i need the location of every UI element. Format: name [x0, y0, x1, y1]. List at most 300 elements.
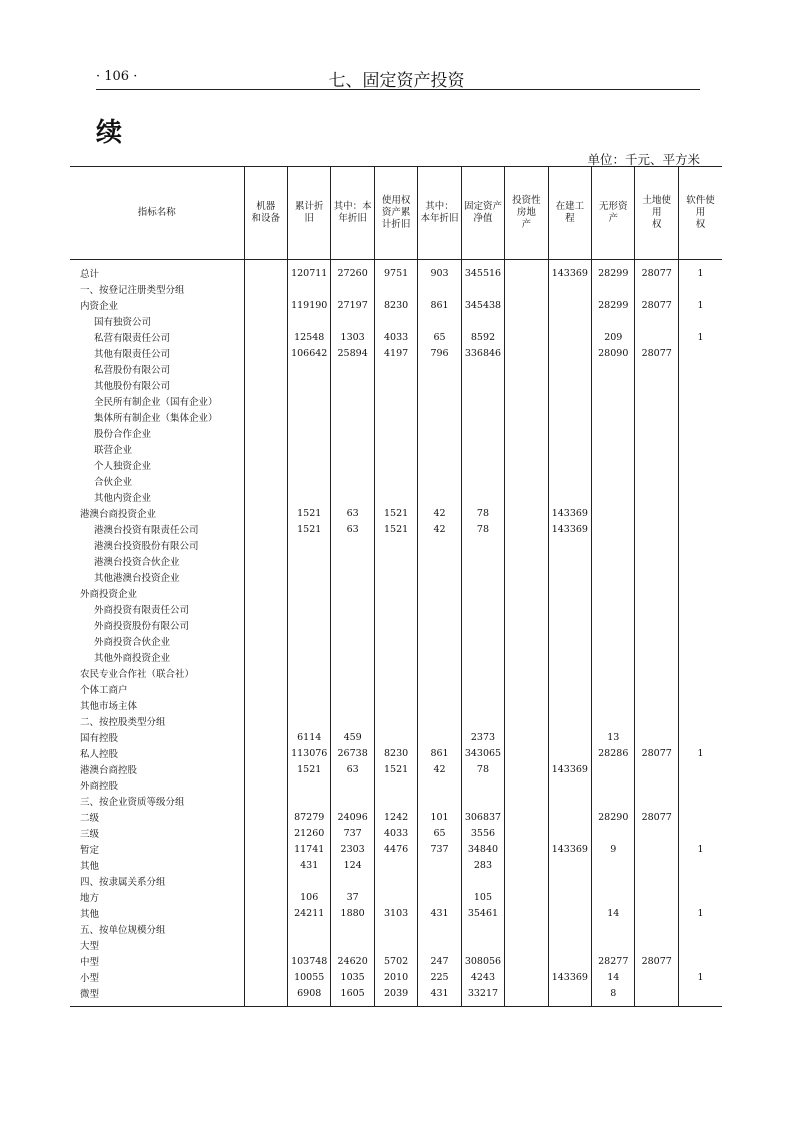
table-cell — [548, 553, 591, 569]
table-cell — [287, 537, 330, 553]
table-cell: 78 — [461, 521, 504, 537]
table-cell: 28077 — [635, 809, 678, 825]
table-cell — [244, 873, 287, 889]
table-cell — [287, 921, 330, 937]
table-cell: 4033 — [374, 825, 417, 841]
table-cell — [374, 937, 417, 953]
table-cell — [461, 553, 504, 569]
table-cell — [374, 601, 417, 617]
table-cell: 1605 — [331, 985, 374, 1001]
table-row — [70, 345, 722, 361]
table-cell: 143369 — [548, 265, 591, 281]
table-cell — [418, 617, 461, 633]
table-cell — [592, 473, 635, 489]
table-cell — [287, 457, 330, 473]
table-cell: 24211 — [287, 905, 330, 921]
table-cell — [287, 441, 330, 457]
table-cell — [678, 713, 722, 729]
table-cell: 2303 — [331, 841, 374, 857]
table-cell — [244, 633, 287, 649]
table-cell — [505, 569, 548, 585]
table-row — [70, 521, 722, 537]
table-cell — [635, 409, 678, 425]
table-cell: 11741 — [287, 841, 330, 857]
table-cell — [287, 777, 330, 793]
table-cell — [374, 697, 417, 713]
table-row — [70, 953, 722, 969]
table-cell: 28077 — [635, 745, 678, 761]
table-cell — [244, 297, 287, 313]
table-cell — [244, 409, 287, 425]
table-cell — [505, 489, 548, 505]
table-cell — [505, 905, 548, 921]
table-cell — [678, 633, 722, 649]
table-cell — [244, 809, 287, 825]
table-cell — [331, 921, 374, 937]
table-cell: 308056 — [461, 953, 504, 969]
table-cell — [548, 745, 591, 761]
table-cell — [461, 537, 504, 553]
table-cell: 1521 — [287, 505, 330, 521]
table-cell — [244, 713, 287, 729]
table-row — [70, 553, 722, 569]
table-cell — [331, 617, 374, 633]
table-cell — [374, 665, 417, 681]
table-cell: 1242 — [374, 809, 417, 825]
table-cell — [548, 777, 591, 793]
table-cell — [374, 569, 417, 585]
table-cell — [548, 697, 591, 713]
table-cell — [592, 649, 635, 665]
table-cell — [244, 585, 287, 601]
table-cell — [244, 697, 287, 713]
table-cell — [418, 857, 461, 873]
table-cell — [505, 345, 548, 361]
table-cell — [374, 729, 417, 745]
table-cell: 124 — [331, 857, 374, 873]
row-label: 其他港澳台投资企业 — [94, 573, 180, 584]
row-label: 个人独资企业 — [94, 461, 152, 472]
table-cell — [244, 889, 287, 905]
table-cell: 1 — [678, 265, 722, 281]
table-cell — [505, 297, 548, 313]
table-cell — [635, 313, 678, 329]
table-row — [70, 633, 722, 649]
table-cell: 431 — [418, 985, 461, 1001]
table-row — [70, 985, 722, 1001]
table-cell: 1521 — [287, 521, 330, 537]
table-cell — [635, 665, 678, 681]
table-cell — [461, 569, 504, 585]
table-cell — [374, 425, 417, 441]
table-cell: 28299 — [592, 265, 635, 281]
table-cell — [331, 793, 374, 809]
table-cell: 28077 — [635, 297, 678, 313]
table-cell: 28077 — [635, 345, 678, 361]
table-cell — [505, 937, 548, 953]
table-cell — [244, 553, 287, 569]
table-cell — [418, 649, 461, 665]
row-label: 一、按登记注册类型分组 — [80, 285, 185, 296]
table-cell: 33217 — [461, 985, 504, 1001]
table-row — [70, 921, 722, 937]
table-cell — [461, 665, 504, 681]
row-label: 国有控股 — [80, 733, 119, 744]
table-cell — [505, 441, 548, 457]
table-cell — [678, 441, 722, 457]
table-cell — [461, 425, 504, 441]
table-cell — [678, 985, 722, 1001]
table-cell — [418, 409, 461, 425]
row-label: 暂定 — [80, 845, 100, 856]
column-header: 土地使 用 权 — [635, 167, 678, 260]
table-cell — [635, 649, 678, 665]
table-cell: 3556 — [461, 825, 504, 841]
table-cell: 37 — [331, 889, 374, 905]
table-row — [70, 329, 722, 345]
table-cell: 9 — [592, 841, 635, 857]
table-cell — [331, 601, 374, 617]
table-cell — [635, 441, 678, 457]
table-cell: 796 — [418, 345, 461, 361]
table-cell — [461, 793, 504, 809]
table-cell — [592, 537, 635, 553]
table-cell — [244, 265, 287, 281]
table-cell — [635, 601, 678, 617]
table-cell — [418, 729, 461, 745]
table-cell — [548, 889, 591, 905]
table-cell: 8 — [592, 985, 635, 1001]
row-label: 股份合作企业 — [94, 429, 152, 440]
table-cell — [548, 297, 591, 313]
table-cell — [678, 697, 722, 713]
table-cell — [505, 585, 548, 601]
table-cell — [505, 873, 548, 889]
table-cell: 1 — [678, 841, 722, 857]
column-header: 其中： 本年折旧 — [418, 167, 461, 260]
table-cell — [635, 281, 678, 297]
table-cell — [505, 553, 548, 569]
table-cell — [461, 377, 504, 393]
table-cell — [592, 665, 635, 681]
table-cell — [548, 489, 591, 505]
table-cell — [505, 841, 548, 857]
table-cell: 24096 — [331, 809, 374, 825]
table-cell: 1 — [678, 297, 722, 313]
table-cell — [461, 601, 504, 617]
table-cell — [635, 521, 678, 537]
table-cell — [461, 361, 504, 377]
table-cell — [461, 713, 504, 729]
table-cell — [548, 665, 591, 681]
table-cell — [592, 313, 635, 329]
table-cell — [548, 281, 591, 297]
table-row — [70, 857, 722, 873]
table-cell: 63 — [331, 521, 374, 537]
table-cell — [418, 681, 461, 697]
table-cell — [418, 585, 461, 601]
table-cell — [635, 457, 678, 473]
table-row — [70, 889, 722, 905]
table-cell: 1 — [678, 329, 722, 345]
table-cell: 42 — [418, 761, 461, 777]
table-cell — [287, 937, 330, 953]
table-cell: 28090 — [592, 345, 635, 361]
table-cell — [287, 393, 330, 409]
table-cell — [635, 969, 678, 985]
table-cell — [592, 793, 635, 809]
row-label: 港澳台商投资企业 — [80, 509, 157, 520]
table-cell — [287, 665, 330, 681]
table-cell — [331, 361, 374, 377]
table-cell — [505, 281, 548, 297]
table-cell — [592, 697, 635, 713]
table-cell — [287, 361, 330, 377]
table-body — [70, 260, 722, 1007]
table-cell — [461, 633, 504, 649]
table-cell — [418, 489, 461, 505]
table-cell: 27197 — [331, 297, 374, 313]
table-cell — [461, 873, 504, 889]
column-header: 在建工 程 — [548, 167, 591, 260]
table-cell — [678, 505, 722, 521]
table-cell: 1035 — [331, 969, 374, 985]
table-cell: 1521 — [374, 521, 417, 537]
page-number: · 106 · — [96, 69, 138, 84]
table-cell: 143369 — [548, 841, 591, 857]
table-cell: 345516 — [461, 265, 504, 281]
row-label: 四、按隶属关系分组 — [80, 877, 166, 888]
row-label: 国有独资公司 — [94, 317, 152, 328]
table-cell — [678, 761, 722, 777]
table-cell: 336846 — [461, 345, 504, 361]
table-cell — [505, 649, 548, 665]
table-cell — [548, 393, 591, 409]
table-cell — [331, 569, 374, 585]
table-cell: 65 — [418, 329, 461, 345]
table-cell — [287, 569, 330, 585]
table-cell: 2010 — [374, 969, 417, 985]
table-cell: 10055 — [287, 969, 330, 985]
table-cell — [548, 937, 591, 953]
table-cell: 42 — [418, 521, 461, 537]
row-label: 个体工商户 — [80, 685, 128, 696]
table-row — [70, 441, 722, 457]
table-cell — [418, 921, 461, 937]
table-cell — [635, 761, 678, 777]
table-cell — [678, 313, 722, 329]
table-cell — [244, 825, 287, 841]
table-cell — [331, 777, 374, 793]
table-cell — [548, 809, 591, 825]
table-cell: 34840 — [461, 841, 504, 857]
table-cell — [244, 761, 287, 777]
table-cell — [244, 985, 287, 1001]
data-table — [70, 166, 722, 1007]
table-cell: 209 — [592, 329, 635, 345]
table-cell — [418, 633, 461, 649]
table-cell: 14 — [592, 905, 635, 921]
row-label: 其他 — [80, 909, 100, 920]
row-label: 内资企业 — [80, 301, 119, 312]
table-row — [70, 489, 722, 505]
table-cell — [548, 377, 591, 393]
table-cell: 28299 — [592, 297, 635, 313]
table-cell — [287, 489, 330, 505]
table-cell: 28286 — [592, 745, 635, 761]
table-cell — [287, 697, 330, 713]
row-label: 农民专业合作社（联合社） — [80, 669, 195, 680]
table-cell — [374, 409, 417, 425]
table-cell — [635, 425, 678, 441]
table-cell — [287, 473, 330, 489]
table-cell — [418, 281, 461, 297]
table-cell — [635, 889, 678, 905]
table-cell — [635, 777, 678, 793]
table-cell — [548, 601, 591, 617]
table-cell: 1521 — [287, 761, 330, 777]
table-row — [70, 425, 722, 441]
table-cell — [678, 809, 722, 825]
table-cell — [678, 457, 722, 473]
row-label: 三级 — [80, 829, 100, 840]
table-cell — [505, 457, 548, 473]
table-cell: 1 — [678, 745, 722, 761]
table-cell — [374, 393, 417, 409]
table-cell — [635, 633, 678, 649]
column-header: 投资性 房地 产 — [505, 167, 548, 260]
table-cell: 106 — [287, 889, 330, 905]
table-cell — [374, 777, 417, 793]
table-cell — [331, 553, 374, 569]
table-cell — [244, 665, 287, 681]
row-label: 其他市场主体 — [80, 701, 138, 712]
table-cell — [635, 697, 678, 713]
table-cell — [678, 393, 722, 409]
table-row — [70, 617, 722, 633]
unit-label: 单位：千元、平方米 — [587, 152, 700, 167]
row-label: 集体所有制企业（集体企业） — [94, 413, 218, 424]
table-cell — [505, 409, 548, 425]
row-label: 其他股份有限公司 — [94, 381, 171, 392]
table-cell — [374, 441, 417, 457]
table-cell: 737 — [331, 825, 374, 841]
table-row — [70, 761, 722, 777]
table-cell — [418, 937, 461, 953]
table-row — [70, 745, 722, 761]
table-cell — [505, 633, 548, 649]
table-cell — [635, 729, 678, 745]
table-cell — [418, 313, 461, 329]
table-cell: 143369 — [548, 521, 591, 537]
row-label: 港澳台商控股 — [80, 765, 138, 776]
table-cell — [635, 537, 678, 553]
table-cell — [331, 425, 374, 441]
table-cell — [678, 377, 722, 393]
table-cell — [287, 281, 330, 297]
table-row — [70, 393, 722, 409]
table-cell — [244, 313, 287, 329]
table-cell — [678, 409, 722, 425]
table-cell — [418, 793, 461, 809]
table-cell — [461, 313, 504, 329]
table-cell — [592, 777, 635, 793]
table-cell — [548, 569, 591, 585]
table-cell — [548, 953, 591, 969]
table-cell — [505, 921, 548, 937]
table-cell — [678, 361, 722, 377]
table-cell — [592, 425, 635, 441]
table-cell — [331, 281, 374, 297]
row-label: 小型 — [80, 973, 100, 984]
table-cell — [244, 921, 287, 937]
table-cell — [505, 729, 548, 745]
table-cell — [374, 377, 417, 393]
table-cell — [331, 633, 374, 649]
table-cell — [244, 489, 287, 505]
table-cell — [635, 873, 678, 889]
table-cell — [505, 377, 548, 393]
table-cell: 6908 — [287, 985, 330, 1001]
table-cell — [505, 857, 548, 873]
table-cell: 861 — [418, 297, 461, 313]
table-cell: 119190 — [287, 297, 330, 313]
table-cell: 431 — [287, 857, 330, 873]
table-cell: 247 — [418, 953, 461, 969]
table-cell — [635, 713, 678, 729]
table-cell — [678, 729, 722, 745]
table-cell — [548, 313, 591, 329]
table-cell — [331, 665, 374, 681]
table-cell — [548, 985, 591, 1001]
table-cell: 26738 — [331, 745, 374, 761]
table-cell: 8592 — [461, 329, 504, 345]
table-cell: 1521 — [374, 505, 417, 521]
table-cell — [374, 361, 417, 377]
table-cell: 225 — [418, 969, 461, 985]
table-cell — [287, 553, 330, 569]
table-cell — [635, 857, 678, 873]
table-cell — [592, 361, 635, 377]
table-cell — [635, 489, 678, 505]
table-cell — [548, 473, 591, 489]
table-cell — [678, 889, 722, 905]
table-row — [70, 505, 722, 521]
table-cell — [374, 585, 417, 601]
table-cell — [244, 345, 287, 361]
table-cell — [461, 489, 504, 505]
table-cell — [331, 441, 374, 457]
table-cell — [592, 857, 635, 873]
table-cell — [548, 329, 591, 345]
table-cell: 737 — [418, 841, 461, 857]
table-cell: 12548 — [287, 329, 330, 345]
table-cell — [244, 361, 287, 377]
table-cell — [287, 713, 330, 729]
table-cell — [461, 473, 504, 489]
table-cell — [287, 793, 330, 809]
table-cell — [331, 649, 374, 665]
table-cell — [461, 409, 504, 425]
table-cell — [374, 489, 417, 505]
table-cell — [244, 745, 287, 761]
table-cell: 14 — [592, 969, 635, 985]
table-cell: 431 — [418, 905, 461, 921]
table-cell — [505, 617, 548, 633]
table-cell — [548, 729, 591, 745]
table-cell — [635, 825, 678, 841]
table-cell: 345438 — [461, 297, 504, 313]
